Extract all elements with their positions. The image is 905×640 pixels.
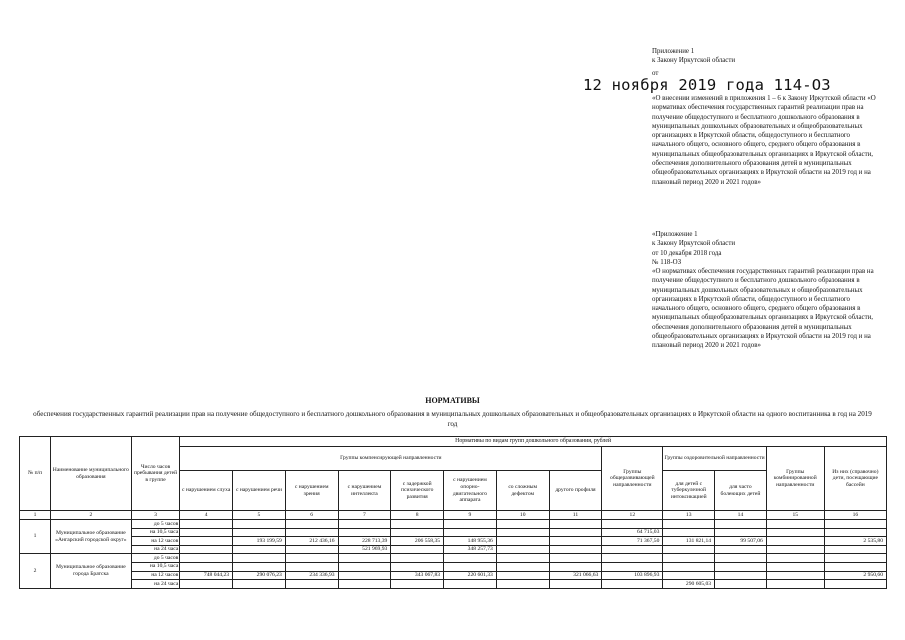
value-cell (233, 554, 286, 563)
value-cell (715, 528, 767, 537)
value-cell: 212 436,16 (285, 537, 338, 546)
value-cell (180, 562, 233, 571)
value-cell (824, 528, 886, 537)
value-cell: 103 896,93 (602, 571, 663, 580)
column-number: 10 (496, 511, 549, 520)
column-number: 12 (602, 511, 663, 520)
value-cell (233, 528, 286, 537)
header-health: Группы оздоровительной направленности (663, 447, 766, 471)
value-cell (496, 528, 549, 537)
value-cell (715, 545, 767, 554)
column-number: 7 (338, 511, 391, 520)
hours-cell: на 10,5 часа (131, 528, 180, 537)
table-row (20, 554, 887, 563)
column-number: 2 (51, 511, 132, 520)
document-title: НОРМАТИВЫ (425, 396, 480, 405)
header-complex: со сложным дефектом (496, 471, 549, 511)
column-number: 11 (549, 511, 602, 520)
column-number: 4 (180, 511, 233, 520)
value-cell (715, 520, 767, 529)
column-number: 15 (766, 511, 824, 520)
header-name: Наименование муниципального образования (51, 437, 132, 511)
value-cell (549, 554, 602, 563)
value-cell (766, 571, 824, 580)
value-cell: 748 044,23 (180, 571, 233, 580)
value-cell (663, 528, 715, 537)
value-cell: 206 558,35 (391, 537, 444, 546)
value-cell (444, 554, 497, 563)
table-row (20, 537, 887, 546)
value-cell: 2 535,80 (824, 537, 886, 546)
value-cell (180, 520, 233, 529)
norms-table (19, 436, 887, 589)
value-cell (285, 545, 338, 554)
appendix-law-line: к Закону Иркутской области (652, 57, 736, 65)
table-row (20, 545, 887, 554)
header-general: Группы общеразвивающей направленности (602, 447, 663, 511)
original-appendix-header (652, 230, 884, 267)
value-cell (602, 562, 663, 571)
value-cell (715, 571, 767, 580)
original-appendix-line: «Приложение 1 (652, 231, 698, 238)
original-date-line: от 10 декабря 2018 года (652, 249, 722, 257)
value-cell: 131 821,14 (663, 537, 715, 546)
column-number: 8 (391, 511, 444, 520)
value-cell (766, 545, 824, 554)
value-cell (233, 580, 286, 589)
value-cell (180, 580, 233, 589)
header-vision: с нарушением зрения (285, 471, 338, 511)
value-cell (549, 528, 602, 537)
value-cell (766, 537, 824, 546)
value-cell (663, 562, 715, 571)
value-cell (496, 571, 549, 580)
value-cell: 193 199,59 (233, 537, 286, 546)
value-cell (663, 545, 715, 554)
appendix-header (652, 47, 884, 66)
value-cell (444, 528, 497, 537)
hours-cell: до 5 часов (131, 520, 180, 529)
value-cell: 2 950,60 (824, 571, 886, 580)
value-cell: 148 955,36 (444, 537, 497, 546)
hours-cell: на 12 часов (131, 571, 180, 580)
value-cell (180, 528, 233, 537)
table-row (20, 580, 887, 589)
value-cell (444, 580, 497, 589)
document-subtitle: обеспечения государственных гарантий реализации прав на получение общедоступного и бесплатного дошкольного образования в муниципальных дошкольных образовательных и общеобразовательных организациях в Иркутской области на одного воспитанника в год на 2019 год (33, 410, 872, 428)
column-number: 14 (715, 511, 767, 520)
value-cell (715, 580, 767, 589)
date-prefix: от (652, 70, 659, 77)
value-cell (824, 545, 886, 554)
value-cell (824, 520, 886, 529)
column-numbers-row (20, 511, 887, 520)
value-cell (766, 580, 824, 589)
header-hearing: с нарушением слуха (180, 471, 233, 511)
municipality-name: Муниципальное образование «Ангарский городской округ» (51, 520, 132, 554)
header-num: № п/п (20, 437, 51, 511)
hours-cell: на 24 часа (131, 580, 180, 589)
header-norms: Нормативы по видам групп дошкольного образования, рублей (180, 437, 887, 447)
value-cell (766, 554, 824, 563)
value-cell (715, 554, 767, 563)
value-cell (285, 528, 338, 537)
column-number: 13 (663, 511, 715, 520)
value-cell (285, 520, 338, 529)
value-cell (338, 580, 391, 589)
column-number: 3 (131, 511, 180, 520)
value-cell (602, 545, 663, 554)
header-delay: с задержкой психического развития (391, 471, 444, 511)
value-cell (233, 520, 286, 529)
header-compensating: Группы компенсирующей направленности (180, 447, 602, 471)
value-cell (391, 528, 444, 537)
header-pool: Из них (справочно) дети, посещающие бассейн (824, 447, 886, 511)
value-cell (391, 554, 444, 563)
table-row (20, 571, 887, 580)
value-cell (338, 562, 391, 571)
value-cell: 521 969,93 (338, 545, 391, 554)
value-cell (602, 520, 663, 529)
value-cell (444, 562, 497, 571)
row-number: 2 (20, 554, 51, 588)
header-speech: с нарушением речи (233, 471, 286, 511)
municipality-name: Муниципальное образование города Братска (51, 554, 132, 588)
value-cell (180, 537, 233, 546)
value-cell (602, 580, 663, 589)
value-cell (496, 554, 549, 563)
value-cell: 228 713,39 (338, 537, 391, 546)
column-number: 16 (824, 511, 886, 520)
table-row (20, 528, 887, 537)
value-cell (391, 580, 444, 589)
value-cell (496, 580, 549, 589)
value-cell (338, 571, 391, 580)
value-cell (549, 520, 602, 529)
value-cell (602, 554, 663, 563)
value-cell: 348 257,73 (444, 545, 497, 554)
header-combined: Группы комбинированной направленности (766, 447, 824, 511)
value-cell (663, 520, 715, 529)
value-cell: 234 336,93 (285, 571, 338, 580)
table-row (20, 562, 887, 571)
value-cell: 99 507,06 (715, 537, 767, 546)
hours-cell: на 12 часов (131, 537, 180, 546)
value-cell (824, 580, 886, 589)
value-cell (663, 571, 715, 580)
amendment-text: «О внесении изменений в приложения 1 – 6 к Закону Иркутской области «О нормативах обеспечения государственных гарантий реализации прав на получение общедоступного и бесплатного дошкольного образования в муниципальных дошкольных образовательных и общеобразовательных организациях в Иркутской области, общедоступного и бесплатного начального общего, основного общего, среднего общего образования в муниципальных общеобразовательных организациях в Иркутской области, обеспечения дополнительного образования детей в муниципальных общеобразовательных организациях в Иркутской области на 2019 год и на плановый период 2020 и 2021 годов» (652, 95, 876, 186)
value-cell (391, 562, 444, 571)
column-number: 5 (233, 511, 286, 520)
header-tuberculosis: для детей с туберкулезной интоксикацией (663, 471, 715, 511)
value-cell: 343 067,83 (391, 571, 444, 580)
value-cell (338, 528, 391, 537)
table-row (20, 520, 887, 529)
value-cell (824, 554, 886, 563)
value-cell: 64 715,03 (602, 528, 663, 537)
value-cell (285, 554, 338, 563)
value-cell (496, 520, 549, 529)
value-cell: 321 066,63 (549, 571, 602, 580)
original-law-line: к Закону Иркутской области (652, 240, 736, 248)
header-frequently-ill: для часто болеющих детей (715, 471, 767, 511)
value-cell (766, 520, 824, 529)
hours-cell: до 5 часов (131, 554, 180, 563)
original-number-line: № 118-ОЗ (652, 258, 682, 266)
value-cell (496, 537, 549, 546)
value-cell (549, 580, 602, 589)
value-cell (391, 545, 444, 554)
original-law-title: «О нормативах обеспечения государственных гарантий реализации прав на получение общедоступного и бесплатного дошкольного образования в муниципальных дошкольных образовательных и общеобразовательных организациях в Иркутской области, общедоступного и бесплатного начального общего, основного общего, среднего общего образования в муниципальных общеобразовательных организациях в Иркутской области, обеспечения дополнительного образования детей в муниципальных общеобразовательных организациях в Иркутской области на 2019 год и на плановый период 2020 и 2021 годов» (652, 268, 874, 350)
header-intellect: с нарушением интеллекта (338, 471, 391, 511)
value-cell (233, 562, 286, 571)
column-number: 6 (285, 511, 338, 520)
value-cell (285, 562, 338, 571)
appendix-line: Приложение 1 (652, 48, 695, 55)
hours-cell: на 24 часа (131, 545, 180, 554)
value-cell (766, 562, 824, 571)
value-cell (549, 562, 602, 571)
column-number: 1 (20, 511, 51, 520)
value-cell (549, 545, 602, 554)
value-cell (444, 520, 497, 529)
value-cell (233, 545, 286, 554)
value-cell (391, 520, 444, 529)
value-cell (180, 545, 233, 554)
column-number: 9 (444, 511, 497, 520)
value-cell (766, 528, 824, 537)
date-number-stamp: 12 ноября 2019 года 114-ОЗ (583, 76, 831, 94)
value-cell (496, 545, 549, 554)
header-other: другого профиля (549, 471, 602, 511)
value-cell (496, 562, 549, 571)
row-number: 1 (20, 520, 51, 554)
value-cell (549, 537, 602, 546)
value-cell (180, 554, 233, 563)
value-cell: 220 601,33 (444, 571, 497, 580)
hours-cell: на 10,5 часа (131, 562, 180, 571)
value-cell (824, 562, 886, 571)
value-cell (715, 562, 767, 571)
header-hours: Число часов пребывания детей в группе (131, 437, 180, 511)
value-cell: 71 367,50 (602, 537, 663, 546)
value-cell (338, 554, 391, 563)
value-cell: 290 076,23 (233, 571, 286, 580)
value-cell (663, 554, 715, 563)
header-musculoskeletal: с нарушением опорно-двигательного аппарата (444, 471, 497, 511)
value-cell: 290 605,03 (663, 580, 715, 589)
value-cell (285, 580, 338, 589)
value-cell (338, 520, 391, 529)
